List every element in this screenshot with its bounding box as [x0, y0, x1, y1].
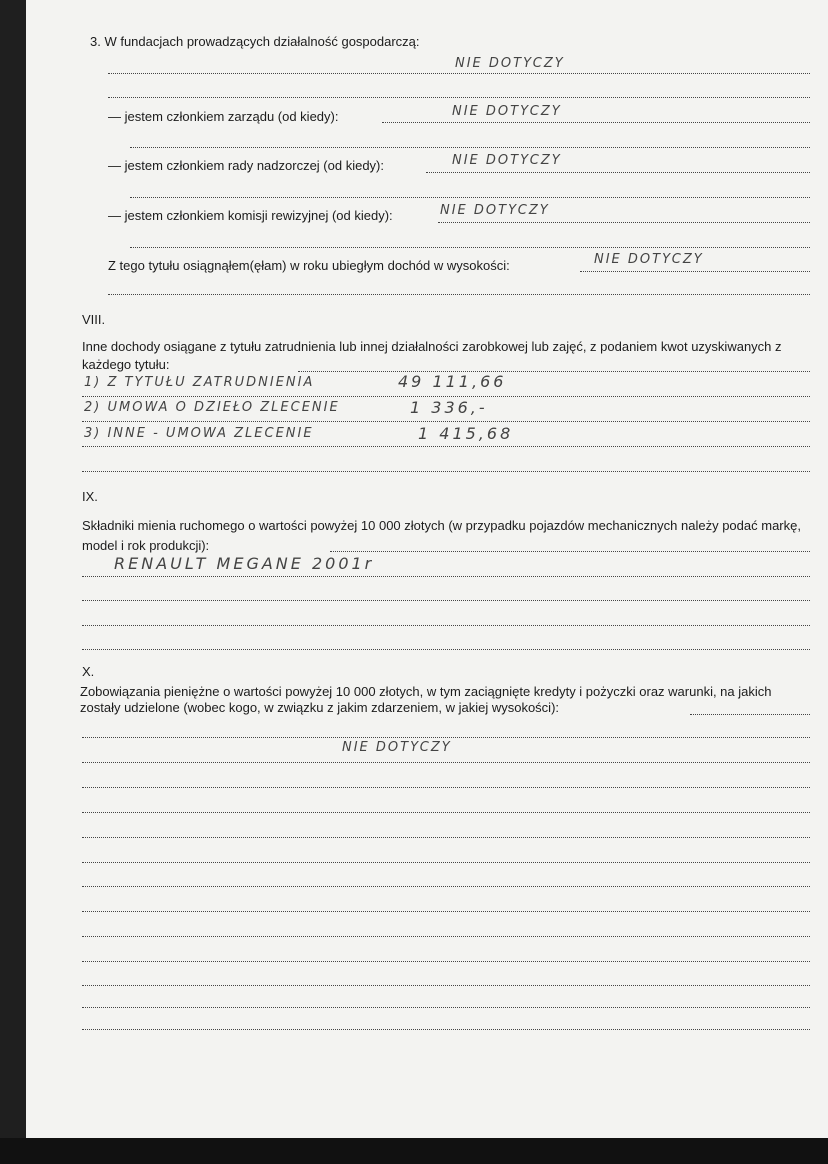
foundation-question: 3. W fundacjach prowadzących działalność gospodarczą: — [90, 34, 420, 49]
fill-line — [690, 714, 810, 715]
income-answer: NIE DOTYCZY — [594, 252, 704, 267]
fill-line — [82, 576, 810, 577]
income-entry-2-amount: 1 336,- — [410, 398, 488, 417]
section-ix-text: Składniki mienia ruchomego o wartości powyżej 10 000 złotych (w przypadku pojazdów mechanicznych należy podać markę, model i rok produkcji): — [82, 518, 801, 553]
fill-line — [580, 271, 810, 272]
income-entry-3-amount: 1 415,68 — [418, 424, 514, 443]
supervisory-board-answer: NIE DOTYCZY — [452, 153, 562, 168]
income-entry-3-description: 3) INNE - UMOWA ZLECENIE — [84, 426, 314, 441]
section-viii-heading: VIII. — [82, 312, 106, 327]
income-entry-2-description: 2) UMOWA O DZIEŁO ZLECENIE — [84, 400, 340, 415]
fill-line — [82, 1007, 810, 1008]
movable-property-answer: RENAULT MEGANE 2001r — [114, 554, 375, 573]
board-member-label: — jestem członkiem zarządu (od kiedy): — [108, 109, 339, 124]
section-x-text: Zobowiązania pieniężne o wartości powyżej 10 000 złotych, w tym zaciągnięte kredyty i pożyczki oraz warunki, na jakich zostały udzielone (wobec kogo, w związku z jakim zdarzeniem, w jakiej wysokości): — [80, 684, 772, 715]
fill-line — [82, 812, 810, 813]
fill-line — [82, 787, 810, 788]
fill-line — [82, 396, 810, 397]
fill-line — [130, 247, 810, 248]
scan-edge — [0, 1138, 828, 1164]
fill-line — [426, 172, 810, 173]
section-viii-text: Inne dochody osiągane z tytułu zatrudnienia lub innej działalności zarobkowej lub zajęć, z podaniem kwot uzyskiwanych z każdego tytułu: — [82, 339, 782, 372]
supervisory-board-label: — jestem członkiem rady nadzorczej (od kiedy): — [108, 158, 384, 173]
fill-line — [82, 1029, 810, 1030]
board-member-answer: NIE DOTYCZY — [452, 104, 562, 119]
income-entry-1-description: 1) Z TYTUŁU ZATRUDNIENIA — [84, 375, 315, 390]
fill-line — [82, 471, 810, 472]
fill-line — [82, 625, 810, 626]
fill-line — [82, 862, 810, 863]
fill-line — [82, 936, 810, 937]
fill-line — [82, 421, 810, 422]
audit-committee-label: — jestem członkiem komisji rewizyjnej (od kiedy): — [108, 208, 393, 223]
fill-line — [382, 122, 810, 123]
fill-line — [438, 222, 810, 223]
fill-line — [82, 762, 810, 763]
fill-line — [330, 551, 810, 552]
fill-line — [130, 197, 810, 198]
section-x-heading: X. — [82, 664, 95, 679]
income-entry-1-amount: 49 111,66 — [398, 372, 507, 391]
fill-line — [108, 97, 810, 98]
fill-line — [82, 911, 810, 912]
fill-line — [82, 886, 810, 887]
section-ix-heading: IX. — [82, 489, 98, 504]
fill-line — [108, 73, 810, 74]
audit-committee-answer: NIE DOTYCZY — [440, 203, 550, 218]
fill-line — [82, 649, 810, 650]
fill-line — [82, 985, 810, 986]
fill-line — [82, 737, 810, 738]
fill-line — [82, 961, 810, 962]
fill-line — [82, 837, 810, 838]
foundation-answer: NIE DOTYCZY — [455, 56, 565, 71]
liabilities-answer: NIE DOTYCZY — [342, 740, 452, 755]
fill-line — [82, 446, 810, 447]
income-label: Z tego tytułu osiągnąłem(ęłam) w roku ubiegłym dochód w wysokości: — [108, 258, 510, 273]
fill-line — [298, 371, 810, 372]
fill-line — [108, 294, 810, 295]
fill-line — [130, 147, 810, 148]
fill-line — [82, 600, 810, 601]
